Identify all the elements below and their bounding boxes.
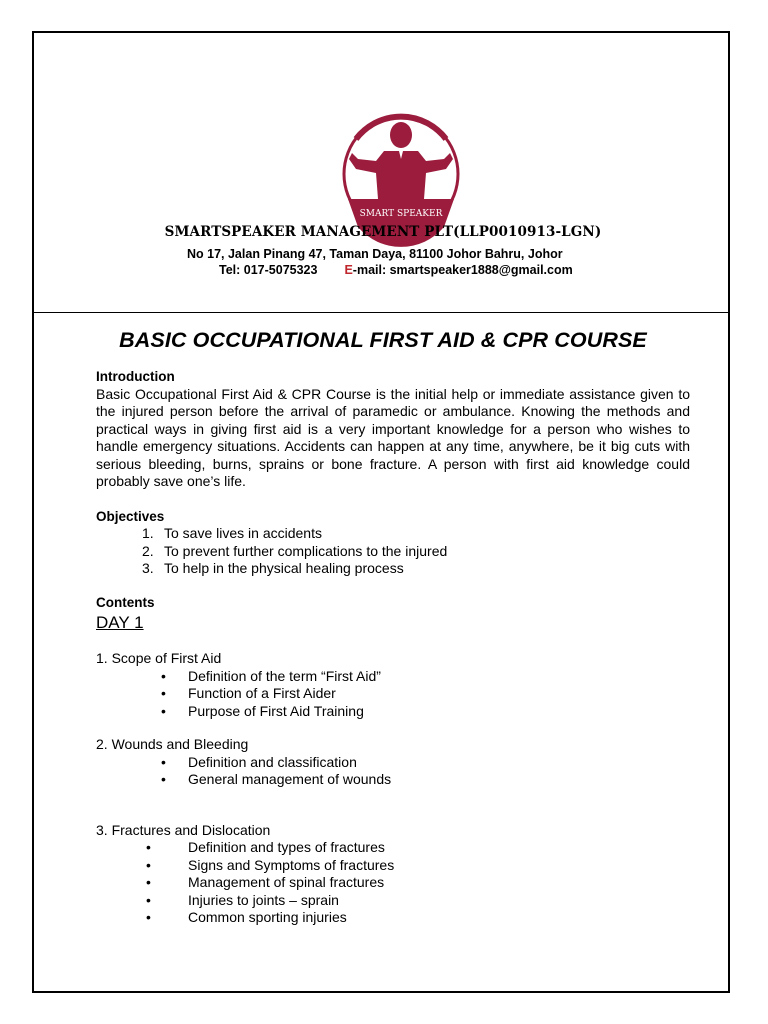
list-item: • Purpose of First Aid Training [161,702,364,719]
email: -mail: smartspeaker1888@gmail.com [352,263,573,277]
objective-item: 1. To save lives in accidents [142,525,322,541]
header-divider [34,312,728,313]
company-address: No 17, Jalan Pinang 47, Taman Daya, 81100 Johor Bahru, Johor [187,247,563,261]
objectives-heading: Objectives [96,508,165,524]
contents-heading: Contents [96,594,155,610]
intro-paragraph: Basic Occupational First Aid & CPR Course is the initial help or immediate assistance given to the injured person before the arrival of paramedic or ambulance. Knowing the methods and practical ways in giving first aid is a very important knowledge for a person who wishes to handle emergency situations. Accidents can happen at any time, anywhere, be it big cuts with serious bleeding, burns, sprains or bone fracture. A person with first aid knowledge could probably save one’s life. [96,385,690,489]
list-item: • Definition of the term “First Aid” [161,667,381,684]
list-item: • General management of wounds [161,771,392,787]
contact-line [219,263,573,277]
email-prefix: E [344,263,353,277]
logo-text: SMART SPEAKER [359,209,443,219]
course-content [96,368,690,927]
list-item: • Definition and classification [161,753,357,770]
list-item: • Definition and types of fractures [146,839,385,855]
objective-item: 2. To prevent further complications to the injured [142,542,448,559]
intro-heading: Introduction [96,369,175,384]
list-item: • Common sporting injuries [146,909,347,925]
company-name: SMARTSPEAKER MANAGEMENT PLT(LLP0010913-LGN) [164,224,602,240]
course-title: BASIC OCCUPATIONAL FIRST AID & CPR COURSE [119,328,647,352]
objective-item: 3. To help in the physical healing process [142,560,404,576]
telephone: Tel: 017-5075323 [219,263,318,277]
document-frame [32,31,730,993]
list-item: • Function of a First Aider [161,685,336,701]
day-label: DAY 1 [96,613,144,632]
list-item: • Injuries to joints – sprain [146,891,339,908]
list-item: • Management of spinal fractures [146,874,385,890]
list-item: • Signs and Symptoms of fractures [146,856,395,873]
section-title: 1. Scope of First Aid [96,650,222,666]
section-title: 2. Wounds and Bleeding [96,736,249,752]
section-title: 3. Fractures and Dislocation [96,821,271,838]
